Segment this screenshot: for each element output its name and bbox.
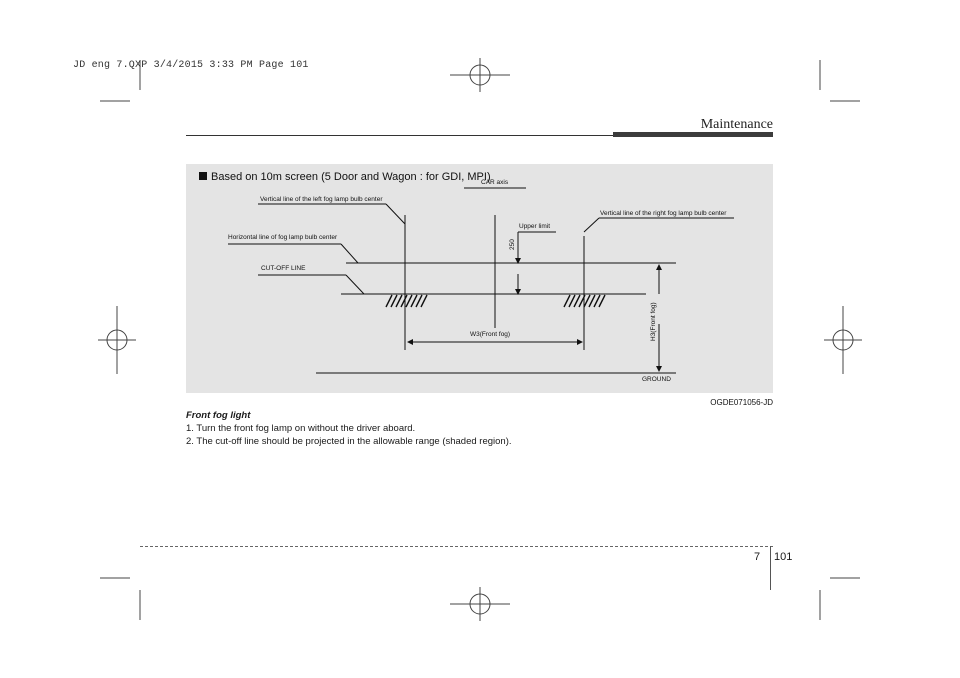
- figure-code: OGDE071056-JD: [710, 398, 773, 407]
- label-car-axis: CAR axis: [481, 179, 509, 186]
- caption-title: Front fog light: [186, 410, 251, 421]
- label-250: 250: [509, 239, 516, 250]
- label-h3: H3(Front fog): [650, 302, 657, 341]
- label-ground: GROUND: [642, 376, 671, 383]
- square-bullet-icon: [199, 172, 207, 180]
- header-rule-accent: [613, 132, 773, 137]
- page-divider: [770, 546, 771, 590]
- caption-step-1: 1. Turn the front fog lamp on without the driver aboard.: [186, 423, 416, 434]
- label-left-vertical: Vertical line of the left fog lamp bulb center: [260, 196, 383, 203]
- label-w3: W3(Front fog): [470, 331, 511, 338]
- label-horizontal-line: Horizontal line of fog lamp bulb center: [228, 234, 338, 241]
- section-title: Maintenance: [700, 117, 773, 132]
- figure-title: [199, 171, 491, 183]
- label-upper-limit: Upper limit: [519, 223, 551, 230]
- footer-rule: [140, 546, 773, 547]
- figure-title-text: Based on 10m screen (5 Door and Wagon : for GDI, MPI): [211, 171, 491, 183]
- caption-step-2: 2. The cut-off line should be projected in the allowable range (shaded region).: [186, 436, 512, 447]
- label-right-vertical: Vertical line of the right fog lamp bulb center: [600, 210, 727, 217]
- print-slug: JD eng 7.QXP 3/4/2015 3:33 PM Page 101: [73, 60, 309, 71]
- chapter-number: 7: [754, 551, 761, 563]
- fog-lamp-aim-diagram: [186, 164, 773, 393]
- page-number: 101: [774, 551, 793, 563]
- label-cutoff-line: CUT-OFF LINE: [261, 265, 306, 272]
